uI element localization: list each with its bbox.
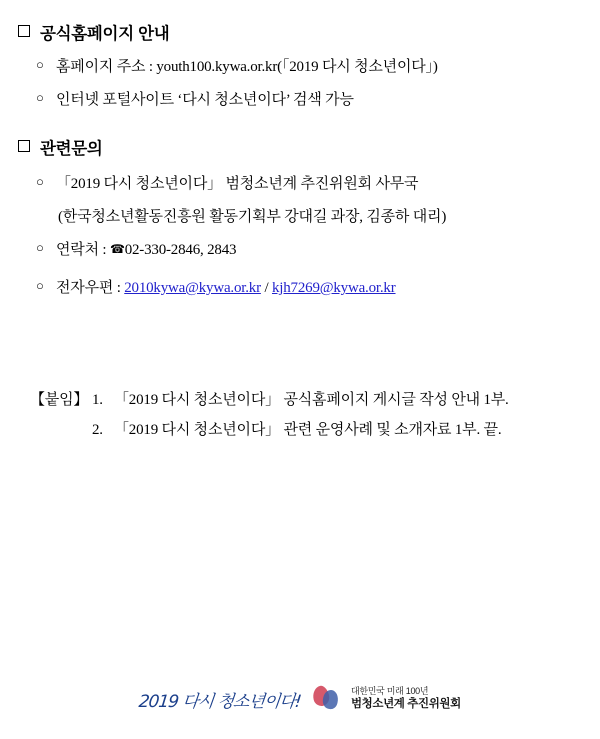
list-item: [36, 57, 582, 77]
section-heading-official-homepage: [18, 20, 169, 44]
footer-logo: [0, 668, 600, 730]
attachments-block: [30, 390, 585, 442]
list-item-text: [56, 278, 582, 298]
footer-organization: 범청소년계 추진위원회: [350, 698, 461, 711]
attachment-row: [30, 420, 585, 442]
logo-wordmark: 2019 다시 청소년이다!: [137, 691, 302, 712]
phone-number: 02-330-2846, 2843: [124, 242, 237, 258]
email-link-1[interactable]: 2010kywa@kywa.or.kr: [124, 280, 261, 296]
section-heading-text: 공식홈페이지 안내: [40, 25, 170, 43]
list-item-text: 홈페이지 주소 : youth100.kywa.or.kr(「2019 다시 청소년이다」): [56, 59, 438, 75]
attachment-text: 「2019 다시 청소년이다」 관련 운영사례 및 소개자료 1부. 끝.: [114, 421, 502, 438]
circle-bullet-icon: ○: [36, 90, 44, 105]
circle-bullet-icon: ○: [36, 57, 44, 72]
section-heading-contact: [18, 135, 103, 159]
footer-org-block: [351, 686, 461, 712]
list-item-text: 「2019 다시 청소년이다」 범청소년계 추진위원회 사무국: [56, 176, 419, 192]
list-item: [36, 174, 582, 194]
square-bullet-icon: [18, 140, 30, 152]
attachment-number: 2.: [92, 421, 103, 438]
attachment-row: [30, 390, 585, 412]
phone-label: 연락처 :: [56, 242, 110, 258]
list-item-subtext: (한국청소년활동진흥원 활동기획부 강대길 과장, 김종하 대리): [58, 209, 447, 225]
section-heading-text: 관련문의: [40, 140, 103, 158]
attachment-number: 1.: [92, 392, 103, 408]
email-label: 전자우편 :: [56, 280, 125, 296]
attachment-text: 「2019 다시 청소년이다」 공식홈페이지 게시글 작성 안내 1부.: [114, 392, 509, 408]
footer-logo-inner: [139, 684, 461, 714]
list-item-text: [56, 240, 582, 260]
list-item-phone: [36, 240, 582, 260]
circle-bullet-icon: ○: [36, 174, 44, 189]
list-item-text: 인터넷 포털사이트 ‘다시 청소년이다’ 검색 가능: [56, 92, 354, 108]
attachments-label: 【붙임】: [30, 392, 89, 408]
circle-bullet-icon: ○: [36, 240, 44, 255]
phone-icon: ☎: [109, 242, 125, 256]
brush-stroke-icon: [309, 684, 343, 714]
email-link-2[interactable]: kjh7269@kywa.or.kr: [271, 280, 396, 296]
list-item: [36, 90, 582, 110]
list-item-email: [36, 278, 582, 298]
square-bullet-icon: [18, 25, 30, 37]
email-separator: /: [260, 280, 272, 296]
circle-bullet-icon: ○: [36, 278, 44, 293]
footer-tagline: 대한민국 미래 100년: [350, 686, 429, 697]
